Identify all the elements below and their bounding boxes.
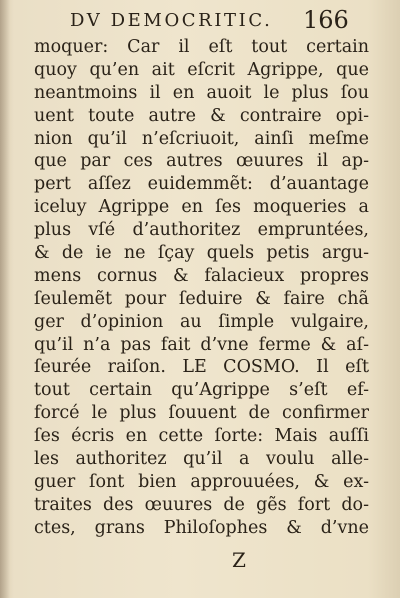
text-line: neantmoins il en auoit le plus ſou — [34, 82, 369, 103]
text-line: ſeurée raiſon. LE COSMO. Il eſt — [34, 357, 369, 378]
text-line: que par ces autres œuures il ap- — [34, 151, 369, 172]
text-line: uent toute autre & contraire opi- — [34, 105, 369, 126]
text-line: traites des œuures de gẽs fort do- — [34, 494, 369, 515]
running-head — [0, 6, 400, 36]
text-line: ctes, grans Philoſophes & d’vne — [34, 517, 369, 538]
text-line: iceluy Agrippe en ſes moqueries a — [34, 197, 369, 218]
text-line: ger d’opinion au ſimple vulgaire, — [34, 311, 369, 332]
page-number: 166 — [303, 6, 349, 34]
text-line: forcé le plus ſouuent de confirmer — [34, 403, 369, 424]
running-title: DV DEMOCRITIC. — [70, 10, 273, 31]
text-line: tout certain qu’Agrippe s’eſt ef- — [34, 380, 369, 401]
text-line: qu’il n’a pas fait d’vne ferme & aſ- — [34, 334, 369, 355]
text-line: & de ie ne ſçay quels petis argu- — [34, 243, 369, 264]
text-line: plus vſé d’authoritez empruntées, — [34, 220, 369, 241]
text-line: guer ſont bien approuuées, & ex- — [34, 471, 369, 492]
text-line: ſes écris en cette ſorte: Mais auſſi — [34, 426, 369, 447]
text-line: pert aſſez euidemmẽt: d’auantage — [34, 174, 369, 195]
body-text — [34, 36, 369, 540]
text-line: moquer: Car il eſt tout certain — [34, 37, 369, 57]
text-line: nion qu’il n’eſcriuoit, ainſi meſme — [34, 128, 369, 149]
text-line: ſeulemẽt pour ſeduire & faire chã — [34, 288, 369, 309]
signature-mark: Z — [232, 548, 246, 572]
gutter-shadow — [0, 0, 10, 598]
text-line: mens cornus & falacieux propres — [34, 265, 369, 286]
text-line: quoy qu’en ait eſcrit Agrippe, que — [34, 59, 369, 80]
text-line: les authoritez qu’il a voulu alle- — [34, 449, 369, 470]
